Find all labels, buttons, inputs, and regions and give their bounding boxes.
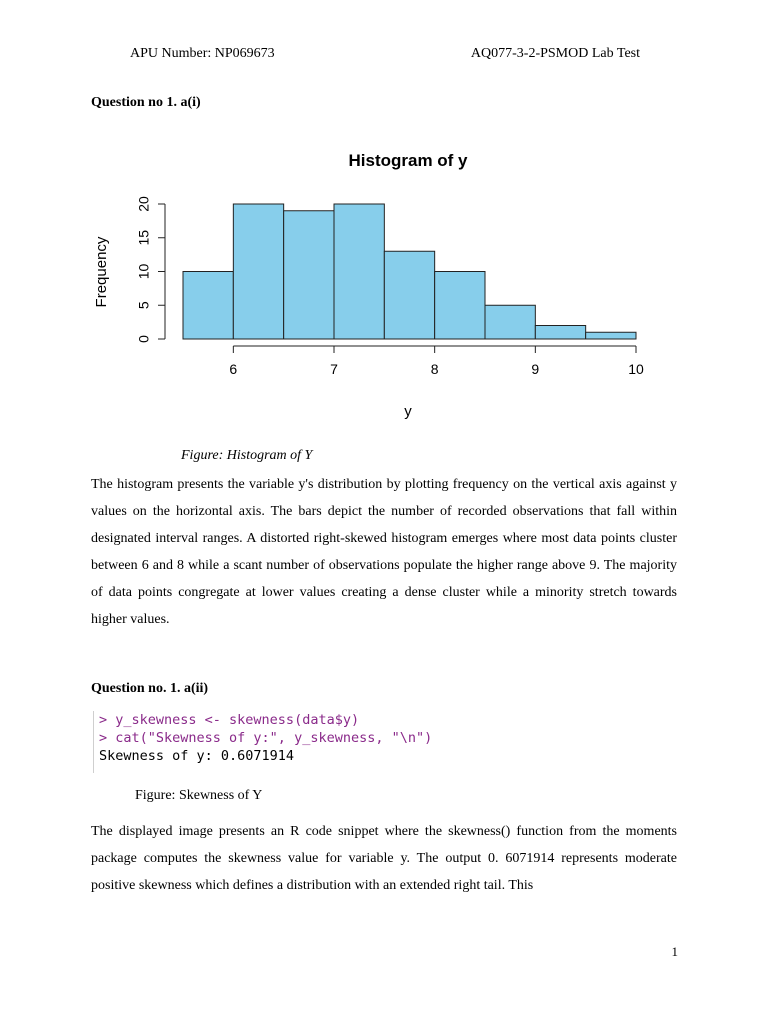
x-tick-label: 9 (531, 361, 540, 377)
histogram-svg (86, 140, 666, 430)
y-tick-label: 5 (135, 301, 152, 310)
histogram-chart (86, 140, 666, 430)
figure-caption-skewness: Figure: Skewness of Y (135, 788, 263, 803)
y-tick-label: 0 (135, 335, 152, 343)
figure-caption-histogram: Figure: Histogram of Y (181, 448, 313, 463)
histogram-bar (485, 305, 535, 339)
histogram-bar (233, 204, 283, 339)
x-tick-label: 10 (628, 361, 644, 377)
histogram-bars (183, 204, 636, 339)
header-apu-number: APU Number: NP069673 (130, 46, 275, 61)
r-console-snippet (93, 711, 433, 773)
code-output-line: Skewness of y: 0.6071914 (99, 748, 295, 764)
y-tick-label: 10 (135, 263, 152, 280)
chart-title: Histogram of y (348, 151, 468, 170)
histogram-bar (384, 251, 434, 339)
chart-ylabel: Frequency (93, 236, 110, 308)
histogram-bar (334, 204, 384, 339)
histogram-bar (535, 326, 585, 340)
chart-xlabel: y (404, 403, 412, 420)
histogram-bar (586, 332, 636, 339)
histogram-bar (284, 211, 334, 339)
x-tick-label: 6 (229, 361, 238, 377)
x-axis (229, 346, 644, 377)
y-axis (136, 196, 165, 343)
code-line-1: > y_skewness <- skewness(data$y) (99, 712, 360, 728)
y-tick-label: 15 (135, 229, 152, 246)
y-tick-label: 20 (135, 196, 152, 212)
paragraph-histogram: The histogram presents the variable y's distribution by plotting frequency on the vertical axis against y values on the horizontal axis. The bars depict the number of recorded observations that fall within designated interval ranges. A distorted right-skewed histogram emerges where most data points cluster between 6 and 8 while a scant number of observations populate the higher range above 9. The majority of data points congregate at lower values creating a dense cluster while a minority stretch towards higher values. (91, 477, 677, 627)
code-line-2: > cat("Skewness of y:", y_skewness, "\n") (99, 730, 433, 746)
histogram-bar (435, 272, 485, 340)
page-number: 1 (671, 944, 678, 959)
question-1ai-heading: Question no 1. a(i) (91, 95, 201, 110)
x-tick-label: 7 (330, 361, 338, 377)
question-1aii-heading: Question no. 1. a(ii) (91, 681, 209, 696)
x-tick-label: 8 (430, 361, 439, 377)
histogram-bar (183, 272, 233, 340)
paragraph-skewness: The displayed image presents an R code snippet where the skewness() function from the moments package computes the skewness value for variable y. The output 0. 6071914 represents moderate positive skewness which defines a distribution with an extended right tail. This (91, 824, 677, 893)
header-course-code: AQ077-3-2-PSMOD Lab Test (470, 46, 640, 61)
